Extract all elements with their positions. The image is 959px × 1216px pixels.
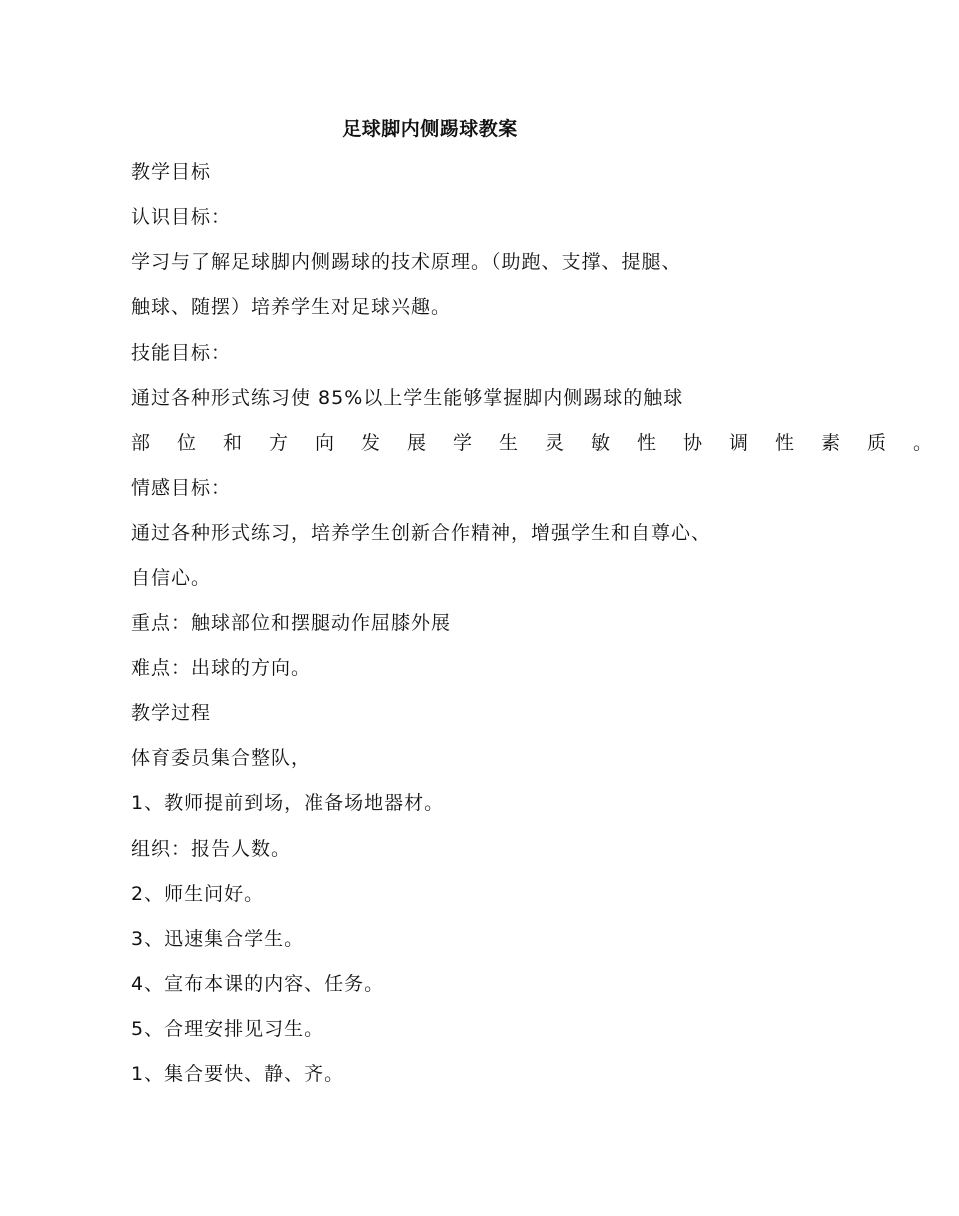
paragraph-line: 1、集合要快、静、齐。 [131,1063,345,1085]
paragraph-line: 学习与了解足球脚内侧踢球的技术原理。（助跑、支撑、提腿、 [131,251,682,273]
paragraph-line: 情感目标： [131,477,232,499]
paragraph-line: 体育委员集合整队， [131,747,312,769]
paragraph-line: 4、宣布本课的内容、任务。 [131,973,385,995]
paragraph-line: 2、师生问好。 [131,883,265,905]
paragraph-line: 1、教师提前到场，准备场地器材。 [131,792,445,814]
paragraph-line: 触球、随摆）培养学生对足球兴趣。 [131,296,452,318]
paragraph-line: 认识目标： [131,206,232,228]
paragraph-line: 通过各种形式练习使 85%以上学生能够掌握脚内侧踢球的触球 [131,387,684,409]
paragraph-line: 组织：报告人数。 [131,838,292,860]
paragraph-line: 技能目标： [131,342,232,364]
paragraph-line: 教学目标 [131,161,212,183]
paragraph-line: 部位和方向发展学生灵敏性协调性素质。 [131,432,959,454]
document-title: 足球脚内侧踢球教案 [342,118,518,140]
paragraph-line: 5、合理安排见习生。 [131,1018,325,1040]
paragraph-line: 自信心。 [131,567,212,589]
paragraph-line: 教学过程 [131,702,212,724]
paragraph-line: 3、迅速集合学生。 [131,928,305,950]
paragraph-line: 难点：出球的方向。 [131,657,312,679]
paragraph-line: 重点：触球部位和摆腿动作屈膝外展 [131,612,452,634]
paragraph-line: 通过各种形式练习，培养学生创新合作精神，增强学生和自尊心、 [131,522,712,544]
